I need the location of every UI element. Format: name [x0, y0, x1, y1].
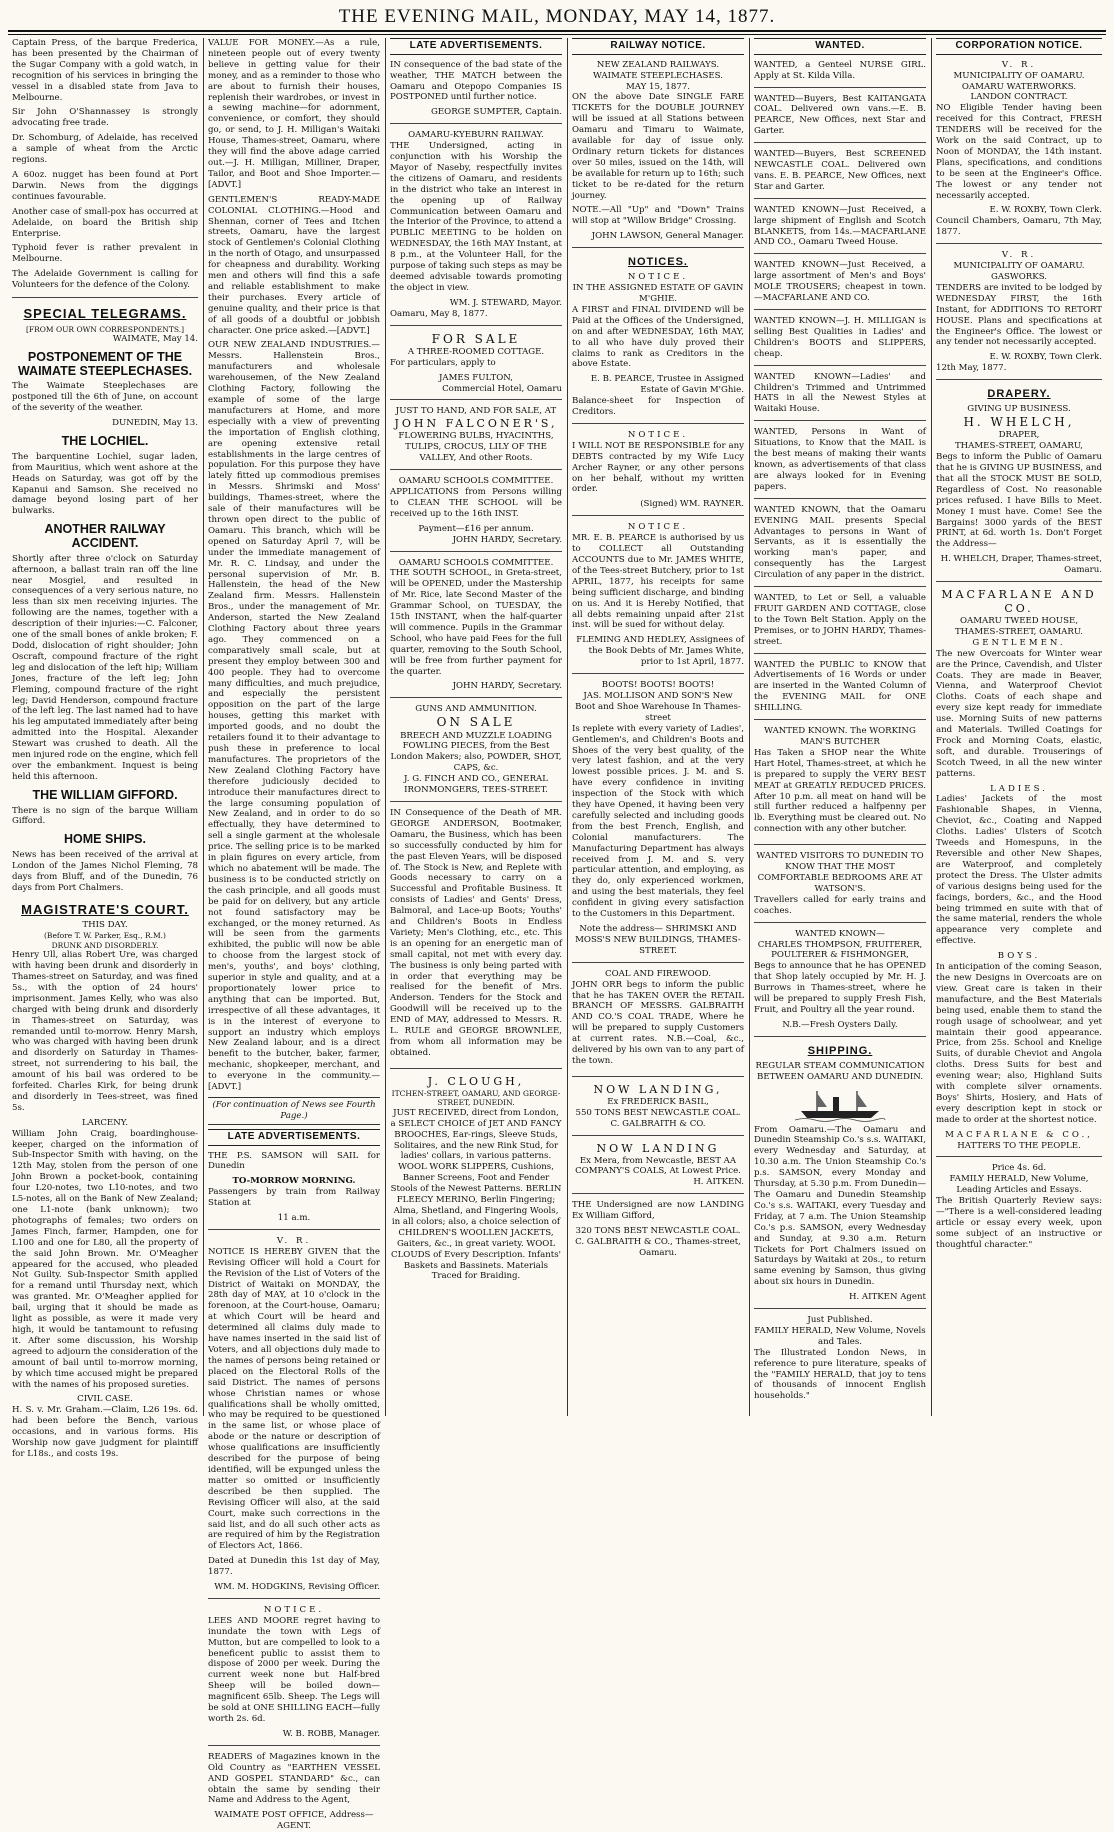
boys-heading: BOYS.	[997, 951, 1041, 962]
boys-text: In anticipation of the coming Season, the new Designs in Overcoats are on view. Great care is taken in their manufacture, and the Best Materials being used, enable them to stand the rough usage of schoolwear, and yet maintain their good appearance. Price, from 25s. School and Knelige Suits, of durable Cheviot and Angola cloths. Dress Suits for best and evening wear; also, Highland Suits with complete silver ornaments. Boys' Shirts, Hosiery, and Hats of every description kept in stock or made to order at the shortest notice.	[936, 962, 1102, 1125]
match-sign: GEORGE SUMPTER, Captain.	[431, 107, 562, 118]
column-3	[386, 38, 566, 1416]
railway-note: NOTE.—All "Up" and "Down" Trains will stop at "Willow Bridge" Crossing.	[572, 205, 744, 227]
notice-heading: NOTICE.	[627, 272, 689, 283]
larceny-report: William John Craig, boardinghouse-keeper, charged on the information of Sub-Inspector Smith with having, on the 12th May, stolen from the person of one John Brown a pocket-book, containing four L20-notes, two L10-notes, and two L5-notes, all on the Bank of New Zealand; one L1-note (bank unknown); two photographs of females; two orders on James Finch, farmer, Hampden, one for L100 and one for L80, all the property of the said John Brown. Mr. O'Meagher appeared for the accused, who pleaded Not Guilty. Sub-Inspector Smith applied for a remand until Thursday next, which was granted. Mr. O'Meagher applied for bail, urging that it should be made as light as possible, as were it made very high, it would be tantamount to refusing it. After some discussion, his Worship agreed to adjourn the consideration of the amount of bail until to-morrow morning, by which time accused might be prepared with the names of his proposed sureties.	[12, 1128, 198, 1390]
samson-train: Passengers by train from Railway Station at	[208, 1187, 380, 1209]
school-pay: Payment—£16 per annum.	[418, 523, 534, 534]
mollison-ad	[572, 680, 744, 963]
vr-mark: V. R.	[1001, 59, 1037, 70]
waterworks-notice	[936, 60, 1102, 245]
notice-heading: NOTICE.	[627, 429, 689, 440]
samson-ad	[208, 1151, 380, 1230]
mollison-addr: Note the address— SHRIMSKI AND MOSS'S NEW BUILDINGS, THAMES-STREET.	[575, 924, 741, 956]
landing-text: Ex Mera, from Newcastle, BEST AA COMPANY'S COALS, At Lowest Price.	[575, 1155, 741, 1177]
masthead: THE EVENING MAIL, MONDAY, MAY 14, 1877.	[338, 6, 776, 27]
news-item: Typhoid fever is rather prevalent in Melbourne.	[12, 243, 198, 265]
guns-sign: J. G. FINCH AND CO., GENERAL IRONMONGERS, TEES-STREET.	[404, 774, 548, 796]
herald-ad-2	[936, 1163, 1102, 1250]
wanted-heading: WANTED.	[754, 38, 926, 55]
landing-sign: H. AITKEN.	[693, 1177, 744, 1188]
wanted-known-label: WANTED KNOWN—	[795, 928, 885, 939]
readers-addr: WAIMATE POST OFFICE, Address—AGENT.	[214, 1810, 374, 1832]
school-clean-ad	[390, 476, 562, 551]
column-2	[204, 38, 384, 1832]
boots-title: BOOTS! BOOTS! BOOTS!	[601, 680, 715, 691]
muni-name: MUNICIPALITY OF OAMARU.	[953, 70, 1085, 81]
landing-ad-1	[572, 1083, 744, 1136]
larceny-heading: LARCENY.	[81, 1117, 129, 1128]
cottage-text: For particulars, apply to	[390, 357, 496, 368]
revision-text: NOTICE IS HEREBY GIVEN that the Revising Officer will hold a Court for the Revision of the List of Voters of the District of Waitaki on MONDAY, the 28th day of MAY, at 10 o'clock in the forenoon, at the Court-house, Oamaru; at which Court will be heard and determined all claims duly made to have names inserted in the said list of Voters, and all objections duly made to the names of persons being retained or placed on the Electoral Rolls of the said District. The names of persons whose Christian names or whose qualifications shall be wholly omitted, who may be required to be questioned in the same list, or whose place of abode or the nature or description of whose qualifications are insufficiently described for the purpose of being identified, will be expunged unless the matter so omitted or insufficiently described be then supplied. The Revising Officer will also, at the said Court, make such corrections in the said list, and do all such other acts as are required of him by the Registration of Electors Act, 1866.	[208, 1246, 380, 1552]
landing-ad-2	[572, 1142, 744, 1195]
samson-time: 11 a.m.	[277, 1213, 311, 1224]
watson-text: WANTED VISITORS TO DUNEDIN TO KNOW THAT THE MOST COMFORTABLE BEDROOMS ARE AT WATSON'S.	[756, 851, 924, 894]
hatters: HATTERS TO THE PEOPLE.	[957, 1140, 1081, 1151]
macfarlane-addr: THAMES-STREET, OAMARU.	[954, 626, 1084, 637]
gentlemen-heading: GENTLEMEN.	[972, 637, 1066, 648]
railway-event: WAIMATE STEEPLECHASES.	[593, 70, 723, 81]
thompson-name: CHARLES THOMPSON, FRUITERER, POULTERER & FISHMONGER,	[757, 939, 923, 961]
news-items	[12, 38, 198, 291]
herald-pub: Just Published.	[807, 1315, 873, 1326]
lees-moore-text: LEES AND MOORE regret having to inundate the town with Legs of Mutton, but are compelled to look to a beneficent public to assist them to dispose of 2000 per week. During the current week none but Half-bred Sheep will be boiled down—magnificent 65lb. Sheep. The Legs will be sold at ONE SHILLING EACH—fully worth 2s. 6d.	[208, 1615, 380, 1724]
railway-notice	[572, 60, 744, 249]
masthead-rule-thin	[8, 34, 1106, 35]
anderson-ad	[390, 808, 562, 1069]
dateline: WAIMATE, May 14.	[112, 334, 198, 345]
gasworks-label: GASWORKS.	[990, 272, 1048, 282]
drapery-heading: DRAPERY.	[987, 388, 1051, 401]
clough-name: J. CLOUGH,	[427, 1074, 525, 1088]
whelch-draper: DRAPER,	[998, 430, 1040, 441]
rayner-sign: (Signed) WM. RAYNER.	[640, 499, 744, 510]
samson-text: THE P.S. SAMSON will SAIL for Dunedin	[208, 1150, 380, 1172]
herald-ad	[754, 1315, 926, 1402]
muni-name: MUNICIPALITY OF OAMARU.	[953, 261, 1085, 272]
railway-meeting-ad	[390, 130, 562, 325]
headline-home-ships: HOME SHIPS.	[64, 832, 146, 847]
waterworks-sign: E. W. ROXBY, Town Clerk.	[989, 205, 1102, 216]
article-postponement: The Waimate Steeplechases are postponed till the 6th of June, on account of the severity of the weather.	[12, 381, 198, 414]
civil-heading: CIVIL CASE.	[77, 1394, 133, 1405]
macfarlane-name-2: MACFARLANE & CO.,	[945, 1129, 1093, 1140]
school-title: OAMARU SCHOOLS COMMITTEE.	[398, 476, 554, 487]
column-1	[8, 38, 202, 1459]
thompson-ad	[754, 929, 926, 1037]
hood-shennan-par: GENTLEMEN'S READY-MADE COLONIAL CLOTHING.—Hood and Shennan, corner of Tees and Itchen streets, Oamaru, have the largest stock of Gentlemen's Colonial Clothing in the north of Otago, and unsurpassed for cheapness and durability. Working men and others will find this a safe and reliable establishment to make their purchases. Every article of genuine quality, and their price is that of all goods of a doubtful or jobbish character. One price asked.—[ADVT.]	[208, 194, 380, 336]
watson-ad	[754, 851, 926, 922]
late-ads-heading: LATE ADVERTISEMENTS.	[208, 1129, 380, 1146]
wanted-ad: WANTED the PUBLIC to KNOW that Advertisements of 16 Words or under are inserted in the Wanted Column of the EVENING MAIL for ONE SHILLING.	[754, 660, 926, 721]
rayner-notice	[572, 430, 744, 516]
readers-ad	[208, 1752, 380, 1832]
revision-notice	[208, 1236, 380, 1599]
ladies-heading: LADIES.	[990, 783, 1048, 794]
waterworks-place: Council Chambers, Oamaru, 7th May, 1877.	[936, 216, 1102, 238]
clough-addr: ITCHEN-STREET, OAMARU, AND GEORGE-STREET, DUNEDIN.	[391, 1088, 561, 1108]
wanted-ad: WANTED, to Let or Sell, a valuable FRUIT GARDEN AND COTTAGE, close to the Town Belt Station. Apply on the Premises, or to JOHN HARDY, Thames-street.	[754, 593, 926, 654]
gasworks-date: 12th May, 1877.	[936, 363, 1007, 374]
lees-moore-sign: W. B. ROBB, Manager.	[282, 1728, 380, 1739]
mghie-notice	[572, 272, 744, 424]
falconer-ad	[390, 406, 562, 470]
news-item: The Adelaide Government is calling for Volunteers for the defence of the Colony.	[12, 269, 198, 291]
column-4	[568, 38, 748, 1416]
gentlemen-text: The new Overcoats for Winter wear are the Prince, Cavendish, and Ulster Coats. They are made in Beaver, Vienna, and Waterproof Cheviot Cloths. Coats of each shape and every size kept ready for immediate use. Morning Suits of new patterns and Materials. Twilled Coatings for Frock and Morning Coats, elastic, soft, and durable. Trouserings of Scotch Tweed, in all the new winter patterns.	[936, 648, 1102, 779]
court-before: (Before T. W. Parker, Esq., R.M.)	[44, 931, 166, 941]
article-home-ships: News has been received of the arrival at London of the James Nichol Fleming, 78 days from Bluff, and of the Dunedin, 76 days from Port Chalmers.	[12, 850, 198, 893]
macfarlane-house: OAMARU TWEED HOUSE,	[959, 615, 1079, 626]
coal-text: JOHN ORR begs to inform the public that he has TAKEN OVER the RETAIL BRANCH OF MESSRS. GALBRAITH AND CO.'S COAL TRADE, Where he will be prepared to supply Customers at current rates. N.B.—Coal, &c., delivered by his own van to any part of the town.	[572, 979, 744, 1066]
samson-when: TO-MORROW MORNING.	[232, 1176, 356, 1187]
railway-meeting-sign: WM. J. STEWARD, Mayor.	[449, 297, 562, 308]
clough-text: JUST RECEIVED, direct from London, a SELECT CHOICE of JET AND FANCY BROOCHES, Ear-rings, Sleeve Studs, Solitaires, and the new Rink Stud, for ladies' collars, in various patterns. WOOL WORK SLIPPERS, Cushions, Banner Screens, Foot and Fender Stools of the Newest Patterns. BERLIN FLEECY MERINO, Berlin Fingering; Alma, Shetland, and Fingering Wools, in all colors; also, a choice selection of CHILDREN'S WOOLLEN JACKETS, Gaiters, &c., in great variety. WOOL CLOUDS of Every Description. Infants' Baskets and Bassinets. Materials Traced for Braiding.	[390, 1107, 562, 1282]
mghie-text: A FIRST and FINAL DIVIDEND will be Paid at the Offices of the Undersigned, on and after WEDNESDAY, 16th MAY, to all who have duly proved their claims to rank as Creditors in the above Estate.	[572, 304, 744, 370]
corporation-heading: CORPORATION NOTICE.	[936, 38, 1102, 55]
industries-par: OUR NEW ZEALAND INDUSTRIES.—Messrs. Hallenstein Bros., manufacturers and wholesale warehousemen, of the New Zealand Clothing Factory, following the example of some of the large manufacturers at Home, and more especially with a view of preventing the importation of English clothing, are opening extensive retail establishments in the large centres of population. For this purpose they have lately fitted up commodious premises in Messrs. Shrimski and Moss' buildings, Thames-street, where the sale of their manufactures will be thrown open direct to the public of Oamaru. This branch, which will be opened on Saturday April 7, will be under the immediate management of Mr. R. C. Lindsay, and under the personal supervision of Mr. B. Hallenstein, the head of the New Zealand firm. Messrs. Hallenstein Bros., under the management of Mr. Anderson, started the New Zealand Clothing Factory about three years ago. They commenced on a comparatively small scale, but at present they employ between 300 and 400 people. They had to overcome many difficulties, and much prejudice, and especially the persistent opposition on the part of the large houses, getting this market with imported goods, and no doubt the retailers found it to their advantage to push these in preference to local manufactures. The proprietors of the New Zealand Clothing Factory have therefore judiciously decided to introduce their manufactures direct to the large consuming population of New Zealand, and in order to do so effectually, they have determined to sell a single garment at the wholesale price. The selling price is to be marked in plain figures on every article, from which no abatement will be made. The business is to be conducted strictly on the cash principle, and all goods must be paid for on delivery, but any article not found satisfactory may be exchanged, or the money returned. As will be seen from the garments exhibited, the public will now be able to choose from the largest stock of men's, youths', and boys' clothing, superior in style and quality, and at a proportionately lower price to anything that can be imported. But, irrespective of all these advantages, it is in the interest of everyone to support an industry which employs New Zealand labour, and is a direct benefit to the butcher, baker, farmer, mechanic, shopkeeper, merchant, and to everyone in the community.—[ADVT.]	[208, 340, 380, 1093]
column-5	[750, 38, 930, 1416]
whelch-street: THAMES-STREET, OAMARU,	[954, 441, 1084, 452]
herald-text: The Illustrated London News, in reference to pure literature, speaks of the "FAMILY HERALD, that joy to tens of thousands of innocent English households."	[754, 1347, 926, 1402]
falconer-intro: JUST TO HAND, AND FOR SALE, AT	[395, 406, 557, 417]
wanted-ad: WANTED—Buyers, Best SCREENED NEWCASTLE COAL. Delivered own vans. E. B. PEARCE, New Offices, next Star and Garter.	[754, 149, 926, 199]
vr-mark: V. R.	[276, 1235, 312, 1246]
guns-title: GUNS AND AMMUNITION.	[415, 704, 537, 715]
article-lochiel: The barquentine Lochiel, sugar laden, from Mauritius, which went ashore at the Heads on Saturday, was got off by the Kapanui and Samson. She received no damage beyond losing part of her bulwarks.	[12, 451, 198, 517]
masthead-rule	[8, 30, 1106, 32]
landing-title: NOW LANDING	[596, 1141, 720, 1155]
railway-meeting-date: Oamaru, May 8, 1877.	[390, 308, 488, 319]
late-ads-heading: LATE ADVERTISEMENTS.	[390, 38, 562, 55]
landing-sign: C. GALBRAITH & CO., Thames-street, Oamaru.	[575, 1236, 741, 1258]
school2-title: OAMARU SCHOOLS COMMITTEE.	[398, 557, 554, 568]
cottage-sale-ad	[390, 332, 562, 401]
mghie-balance: Balance-sheet for Inspection of Creditors.	[572, 396, 744, 418]
railway-text: ON the above Date SINGLE FARE TICKETS for the DOUBLE JOURNEY will be issued at all Stations between Oamaru and Timaru to Waimate, available for day of issue only. Ordinary return tickets for distances over 50 miles, issued on the 14th, will be available for return up to 16th; such ticket to be re-dated for the return journey.	[572, 92, 744, 201]
falconer-items: FLOWERING BULBS, HYACINTHS, TULIPS, CROCUS, LILY OF THE VALLEY, And other Roots.	[398, 431, 554, 464]
whelch-name: H. WHELCH,	[963, 415, 1075, 430]
pearce-notice	[572, 522, 744, 674]
railway-meeting-text: THE Undersigned, acting in conjunction with his Worship the Mayor of Naseby, respectfully invites the citizens of Oamaru, and residents in the district who take an interest in the opening up of Railway Communication between Oamaru and the Interior of the Province, to attend a PUBLIC MEETING to be holden on WEDNESDAY, the 16th MAY Instant, at 8 p.m., at the Volunteer Hall, for the purpose of taking such steps as may be deemed advisable towards promoting the object in view.	[390, 141, 562, 293]
dateline: DUNEDIN, May 13.	[112, 418, 198, 429]
wanted-ad: WANTED KNOWN, that the Oamaru EVENING MAIL presents Special Advantages to persons in Want of Servants, as it is essentially the working man's paper, and consequently has the Largest Circulation of any paper in the district.	[754, 505, 926, 587]
column-6	[932, 38, 1106, 1416]
revision-date: Dated at Dunedin this 1st day of May, 1877.	[208, 1556, 380, 1578]
court-heading: MAGISTRATE'S COURT.	[21, 901, 189, 917]
shipping-heading: SHIPPING.	[807, 1044, 873, 1057]
page-columns	[8, 38, 1106, 1832]
gasworks-sign: E. W. ROXBY, Town Clerk.	[989, 352, 1102, 363]
ladies-text: Ladies' Jackets of the most Fashionable Shapes, in Vienna, Cheviot, &c., Coating and Napped Cloths. Ladies' Ulsters of Scotch Tweeds and Homespuns, in the Reversible and other New Shapes, are Waterproof, and completely protect the Dress. The Ulster admits of various designs being used for the facings, borders, &c., and the Hood being trimmed en suite with that of the same material, renders the whole appearance very complete and effective.	[936, 794, 1102, 947]
vr-mark: V. R.	[1001, 250, 1037, 261]
notice-heading: NOTICE.	[263, 1604, 325, 1615]
landing-title: NOW LANDING,	[593, 1082, 723, 1096]
match-text: IN consequence of the bad state of the weather, THE MATCH between the Oamaru and Otepopo Companies IS POSTPONED until further notice.	[390, 59, 562, 103]
court-report: Henry Ull, alias Robert Ure, was charged with having been drunk and disorderly in Thames-street on Saturday, and was fined 5s., with the option of 24 hours' imprisonment. James Kelly, who was also charged with being drunk and disorderly in Thames-street on Saturday, was remanded until to-morrow. Henry Marsh, who was charged with having been drunk and disorderly on Saturday in Thames-street, not surrendering to his bail, the amount of his bail was ordered to be forfeited. Charles Kirk, for being drunk and disorderly in Tees-street, was fined 5s.	[12, 950, 198, 1113]
whelch-text: Begs to inform the Public of Oamaru that he is GIVING UP BUSINESS, and that all the STOCK MUST BE SOLD, Regardless of Cost. No reasonable prices refused. I have Bills to Meet. Money I must have. Come! See the Bargains! 3000 yards of the BEST PRINT, at 6d. worth 1s. Don't Forget the Address—	[936, 452, 1102, 550]
revision-sign: WM. M. HODGKINS, Revising Officer.	[214, 1582, 380, 1593]
readers-text: READERS of Magazines known in the Old Country as "EARTHEN VESSEL AND GOSPEL STANDARD" &c., can obtain the same by sending their Name and Address to the Agent,	[208, 1751, 380, 1806]
news-item: Sir John O'Shannassey is strongly advocating free trade.	[12, 107, 198, 129]
notices-heading: NOTICES.	[628, 256, 688, 269]
railway-notice-heading: RAILWAY NOTICE.	[572, 38, 744, 55]
thompson-nb: N.B.—Fresh Oysters Daily.	[782, 1019, 898, 1030]
butcher-text: Has Taken a SHOP near the White Hart Hotel, Thames-street, at which he is prepared to supply the VERY BEST MEAT at GREATLY REDUCED PRICES. After 10 p.m. all meat on hand will be still further reduced a halfpenny per lb. Everything must be cleared out. No connection with any other butcher.	[754, 747, 926, 835]
wanted-ad: WANTED KNOWN—Just Received, a large shipment of English and Scotch BLANKETS, from 14s.—MACFARLANE AND CO., Oamaru Tweed House.	[754, 205, 926, 255]
railway-date: MAY 15, 1877.	[625, 81, 691, 92]
wanted-ad: WANTED KNOWN—J. H. MILLIGAN is selling Best Qualities in Ladies' and Children's BOOTS and SLIPPERS, cheap.	[754, 316, 926, 366]
landing-text: THE Undersigned are now LANDING Ex William Gifford,	[572, 1200, 744, 1222]
wanted-ad: WANTED KNOWN—Ladies' and Children's Trimmed and Untrimmed HATS in all the Newest Styles at Waitaki House.	[754, 372, 926, 422]
guns-ad	[390, 704, 562, 802]
mollison-name: JAS. MOLLISON AND SON'S New Boot and Shoe Warehouse In Thames-street	[575, 690, 741, 723]
divider	[12, 297, 198, 298]
herald-title: FAMILY HERALD, New Volume, Novels and Tales.	[754, 1325, 926, 1347]
herald-title: FAMILY HERALD, New Volume, Leading Articles and Essays.	[949, 1174, 1089, 1196]
steamship-icon	[795, 1087, 885, 1121]
headline-lochiel: THE LOCHIEL.	[61, 434, 149, 449]
school-sign: JOHN HARDY, Secretary.	[452, 534, 562, 545]
wanted-ad: WANTED, Persons in Want of Situations, to Know that the MAIL is the best means of making their wants known, as advertisements of that class are always looked for in Evening papers.	[754, 427, 926, 498]
herald-text: The British Quarterly Review says:—"There is a well-considered leading article or essay every week, upon some subject of an instructive or thoughtful character."	[936, 1196, 1102, 1250]
civil-report: H. S. v. Mr. Graham.—Claim, L26 19s. 6d. had been before the Bench, various occasions, and in various forms. His Worship now gave judgment for plaintiff for L18s., and costs 19s.	[12, 1405, 198, 1459]
cottage-name: JAMES FULTON,	[438, 372, 514, 383]
macfarlane-name: MACFARLANE AND CO.	[941, 588, 1097, 616]
news-item: Another case of small-pox has occurred at Adelaide, on board the British ship Enterprise.	[12, 206, 198, 239]
headline-postponement: POSTPONEMENT OF THE WAIMATE STEEPLECHASES.	[17, 349, 193, 378]
wanted-ad: WANTED—Buyers, Best KAITANGATA COAL. Delivered own vans.—E. B. PEARCE, New Offices, next Star and Garter.	[754, 94, 926, 144]
railway-meeting-title: OAMARU-KYEBURN RAILWAY.	[408, 130, 544, 141]
railway-sign: JOHN LAWSON, General Manager.	[591, 231, 744, 242]
falconer-name: JOHN FALCONER'S,	[394, 417, 558, 431]
lees-moore-ad	[208, 1605, 380, 1746]
thompson-text: Begs to announce that he has OPENED that Shop lately occupied by Mr. H. J. Burrows in Thames-street, where he will be prepared to supply Fresh Fish, Fruit, and Poultry all the year round.	[754, 961, 926, 1015]
landing-sign: C. GALBRAITH & CO.	[610, 1118, 706, 1129]
gasworks-notice	[936, 250, 1102, 380]
watson-note: Travellers called for early trains and coaches.	[754, 894, 926, 916]
news-item: A 60oz. nugget has been found at Port Darwin. News from the diggings continues favourable.	[12, 169, 198, 202]
court-subheading: DRUNK AND DISORDERLY.	[51, 940, 159, 950]
herald-price: Price 4s. 6d.	[991, 1163, 1047, 1174]
pearce-sign: FLEMING AND HEDLEY, Assignees of the Book Debts of Mr. James White, prior to 1st April, 1877.	[576, 635, 744, 668]
waterworks-text: NO Eligible Tender having been received for this Contract, FRESH TENDERS will be received for the Work on the said Contract, up to Noon of MONDAY, the 14th instant. Plans, specifications, and conditions to be seen at the Engineer's Office. The lowest or any tender not necessarily accepted.	[936, 103, 1102, 201]
news-item: Captain Press, of the barque Frederica, has been presented by the Chairman of the Sugar Company with a gold watch, in recognition of his services in bringing the vessel in a disabled state from Java to Melbourne.	[12, 38, 198, 103]
coal-ad	[572, 969, 744, 1077]
contract-label: LANDON CONTRACT.	[970, 92, 1068, 103]
macfarlane-ad	[936, 588, 1102, 1157]
notice-heading: NOTICE.	[627, 522, 689, 533]
whelch-ad	[936, 404, 1102, 582]
guns-text: BREECH AND MUZZLE LOADING FOWLING PIECES, from the Best London Makers; also, POWDER, SHOT, CAPS, &c.	[390, 730, 562, 774]
rayner-text: I WILL NOT BE RESPONSIBLE for any DEBTS contracted by my Wife Lucy Archer Rayner, or any other persons on her behalf, without my written order.	[572, 440, 744, 495]
wanted-ad: WANTED, a Genteel NURSE GIRL. Apply at St. Kilda Villa.	[754, 60, 926, 88]
school2-sign: JOHN HARDY, Secretary.	[452, 681, 562, 692]
butcher-ad	[754, 726, 926, 845]
news-item: Dr. Schomburg, of Adelaide, has received a sample of wheat from the Arctic regions.	[12, 133, 198, 166]
clough-ad	[390, 1075, 562, 1283]
steam-ad	[754, 1061, 926, 1309]
wanted-ad: WANTED KNOWN—Just Received, a large assortment of Men's and Boys' MOLE TROUSERS; cheapest in town.—MACFARLANE AND CO.	[754, 260, 926, 310]
headline-railway-accident: ANOTHER RAILWAY ACCIDENT.	[44, 522, 166, 551]
landing-what: 320 TONS BEST NEWCASTLE COAL.	[575, 1226, 741, 1237]
landing-ad-3	[572, 1200, 744, 1259]
mghie-sign: E. B. PEARCE, Trustee in Assigned Estate of Gavin M'Ghie.	[590, 374, 744, 396]
pearce-text: MR. E. B. PEARCE is authorised by us to COLLECT all Outstanding ACCOUNTS due to Mr. JAMES WHITE, of the Tees-street Butchery, prior to 1st APRIL, 1877, his receipts for same being sufficient discharge, and binding on us. And it is Hereby Notified, that all debts remaining unpaid after 21st inst. will be sued for without delay.	[572, 533, 744, 631]
court-day: THIS DAY.	[82, 920, 128, 931]
article-william-gifford: There is no sign of the barque William Gifford.	[12, 805, 198, 827]
school-text: APPLICATIONS from Persons willing to CLEAN THE SCHOOL will be received up to the 16th INST.	[390, 486, 562, 519]
cottage-label: A THREE-ROOMED COTTAGE.	[407, 346, 545, 357]
article-railway-accident: Shortly after three o'clock on Saturday afternoon, a ballast train ran off the line near Mosgiel, and resulted in consequences of a very serious nature, no less than six men receiving injuries. The following are the names, together with a description of their injuries:—C. Falconer, one of the small bones of ankle broken; F. Dodd, dislocation of right shoulder; John Oscraft, compound fracture of the right leg and dislocation of the left hip; William Jones, fracture of the left leg; John Fleming, compound fracture of the right leg; David Henderson, compound fracture of the left leg. The last named had to have his leg amputated immediately after being admitted into the Hospital. Alexander Stewart was crushed to death. All the men injured rode on the engine, which fell over the embankment. Inquest is being held this afternoon.	[12, 553, 198, 782]
anderson-text: IN Consequence of the Death of MR. GEORGE ANDERSON, Bootmaker, Oamaru, the Business, which has been so successfully conducted by him for the past Eleven Years, will be disposed of. The Stock is New, and Replete with Goods necessary to carry on a Successful and Profitable Business. It consists of Ladies' and Gents' Dress, Balmoral, and Lace-up Boots; Youths' and Children's Boots in Endless Variety; Men's Clothing, etc., etc. This is an opening for an energetic man of small capital, not met with every day. The business is only being parted with in order that everything may be realised for the benefit of Mrs. Anderson. Tenders for the Stock and Goodwill will be received up to the END of MAY, addressed to Messrs. R. L. RULE and GEORGE BROWNLEE, from whom all information may be obtained.	[390, 807, 562, 1058]
giving-up: GIVING UP BUSINESS.	[967, 404, 1071, 415]
mollison-text: Is replete with every variety of Ladies', Gentlemen's, and Children's Boots and Shoes of the very best quality, of the very latest fashion, and at the very lowest possible prices. J. M. and S. have every confidence in inviting inspection of the Stock with which they have Opened, it having been very carefully selected and including goods from the best French, English, and Colonial manufacturers. The Manufacturing Department has always received from J. M. and S. very particular attention, and employing, as they do, only experienced workmen, and using the best materials, they feel confident in giving every satisfaction to the Customers in this Department.	[572, 723, 744, 920]
continuation-note: (For continuation of News see Fourth Page.)	[208, 1097, 380, 1125]
milligan-par: VALUE FOR MONEY.—As a rule, nineteen people out of every twenty believe in getting value for their money, and as a reminder to those who are about to furnish their houses, replenish their wardrobes, or invest in a sewing machine—for adornment, convenience, or comfort, they should go, or send, to J. H. Milligan's Waitaki House, Thames-street, Oamaru, where they will find the above adage carried out.—J. H. Milligan, Milliner, Draper, Tailor, and Boot and Shoe Importer.—[ADVT.]	[208, 38, 380, 190]
correspondents-note: [FROM OUR OWN CORRESPONDENTS.]	[25, 324, 185, 334]
cottage-addr: Commercial Hotel, Oamaru	[442, 383, 562, 394]
steam-text: From Oamaru.—The Oamaru and Dunedin Steamship Co.'s s.s. WAITAKI, every Wednesday and Saturday, at 10.30 a.m. The Union Steamship Co.'s p.s. SAMSON, every Monday and Thursday, at 5.30 p.m. From Dunedin—The Oamaru and Dunedin Steamship Co.'s s.s. WAITAKI, every Tuesday and Friday, at 7 a.m. The Union Steamship Co.'s p.s. SAMSON, every Wednesday and Sunday, at 9.30 a.m. Return Tickets for Port Chalmers issued on Saturdays by Waitaki at 20s., to return same evening by Samson, thus giving about six hours in Dunedin.	[754, 1124, 926, 1288]
waterworks-label: OAMARU WATERWORKS.	[961, 81, 1077, 92]
landing-what: 550 TONS BEST NEWCASTLE COAL.	[575, 1107, 741, 1118]
telegrams-heading: SPECIAL TELEGRAMS.	[23, 306, 187, 322]
headline-william-gifford: THE WILLIAM GIFFORD.	[32, 787, 178, 802]
steam-title: REGULAR STEAM COMMUNICATION BETWEEN OAMARU AND DUNEDIN.	[755, 1060, 925, 1082]
steam-sign: H. AITKEN Agent	[848, 1292, 926, 1303]
gasworks-text: TENDERS are invited to be lodged by WEDNESDAY FIRST, the 16th Instant, for ADDITIONS TO RETORT HOUSE. Plans and specifications at the Engineer's Office. The lowest or any tender not necessarily accepted.	[936, 282, 1102, 348]
school2-text: THE SOUTH SCHOOL, in Greta-street, will be OPENED, under the Mastership of Mr. Rice, late Second Master of the Grammar School, on TUESDAY, the 15th INSTANT, when the half-quarter will commence. Pupils in the Grammar School, who have paid Fees for the full quarter, removing to the South School, will be free from further payment for the quarter.	[390, 568, 562, 677]
mghie-estate: IN THE ASSIGNED ESTATE OF GAVIN M'GHIE.	[572, 283, 744, 304]
coal-title: COAL AND FIREWOOD.	[605, 968, 711, 979]
whelch-sign: H. WHELCH, Draper, Thames-street, Oamaru.	[940, 554, 1102, 576]
guns-sale: ON SALE	[436, 715, 516, 730]
landing-ex: Ex FREDERICK BASIL,	[607, 1096, 709, 1107]
butcher-head: WANTED KNOWN. The WORKING MAN'S BUTCHER	[764, 726, 916, 747]
match-ad	[390, 60, 562, 125]
railway-org: NEW ZEALAND RAILWAYS.	[596, 59, 720, 70]
for-sale-title: FOR SALE	[431, 331, 521, 346]
south-school-ad	[390, 558, 562, 699]
